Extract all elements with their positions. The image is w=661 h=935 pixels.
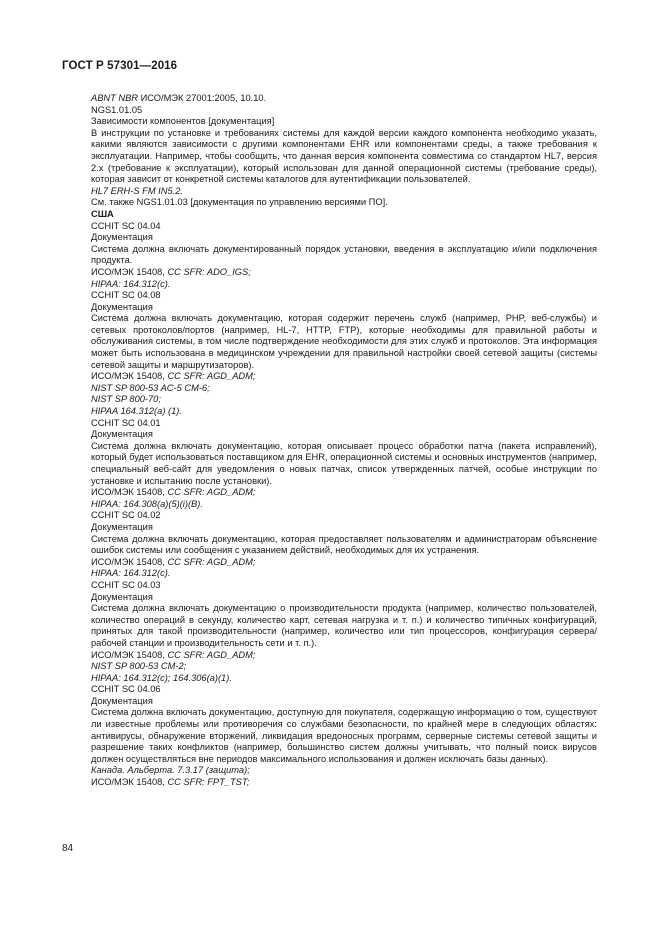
text-line xyxy=(91,279,597,291)
text-line xyxy=(91,777,597,789)
text-line xyxy=(91,418,597,430)
text-segment: CCHIT SC 04.01 xyxy=(91,417,161,428)
text-segment: CC SFR: AGD_ADM; xyxy=(167,556,256,567)
text-segment: CC SFR: ADO_IGS; xyxy=(167,266,251,277)
text-line xyxy=(91,568,597,580)
text-segment: Документация xyxy=(91,429,153,440)
text-line xyxy=(91,661,597,673)
text-segment: NGS1.01.05 xyxy=(91,104,143,115)
text-segment: ИСО/МЭК 15408, xyxy=(91,371,168,382)
text-segment: NIST SP 800-53 CM-2; xyxy=(91,661,187,672)
text-line xyxy=(91,209,597,221)
page-number: 84 xyxy=(62,843,74,854)
text-line xyxy=(91,765,597,777)
text-segment: CCHIT SC 04.03 xyxy=(91,579,161,590)
paragraph: Система должна включать документацию, которая содержит перечень служб (например, PHP, веб-службы) и сетевых протоколов/портов (например, HL-7, HTTP, FTP), которые необходимы для правильной работы и обслуживания системы, в том числе подтверждение необходимости для этих служб и протоколов. Эта информация может быть использована в медицинском учреждении для правильной настройки своей сетевой защиты (системы сетевой защиты и маршрутизаторов). xyxy=(91,313,598,370)
text-line xyxy=(91,394,597,406)
text-line xyxy=(91,696,597,708)
text-segment: США xyxy=(91,208,114,219)
text-segment: ABNT NBR xyxy=(91,93,139,103)
text-segment: Документация xyxy=(91,301,153,312)
text-segment: CC SFR: FPT_TST; xyxy=(167,777,250,788)
text-segment: Зависимости компонентов [документация] xyxy=(91,116,275,127)
text-segment: ИСО/МЭК 15408, xyxy=(91,777,168,788)
paragraph: Система должна включать документацию о производительности продукта (например, количество пользователей, количество операций в секунду, количество карт, сетевая нагрузка и т. п.) и количество типичных конфигураций, принятых для такой производительности (например, количество или тип процессоров, конфигурация сервера/рабочей станции и производительность сети и т. п.). xyxy=(91,603,597,648)
text-line xyxy=(91,232,597,244)
document-header-title: ГОСТ Р 57301—2016 xyxy=(62,60,178,72)
text-segment: CCHIT SC 04.08 xyxy=(91,290,161,301)
text-segment: HIPAA: 164.312(c). xyxy=(91,278,171,289)
text-line xyxy=(91,302,597,314)
text-line xyxy=(91,580,597,592)
text-segment: CC SFR: AGD_ADM; xyxy=(167,371,256,382)
text-line xyxy=(91,186,597,198)
text-line xyxy=(91,429,597,441)
text-segment: HIPAA: 164.312(c); 164.306(a)(1). xyxy=(91,672,232,683)
text-segment: Канада. Альберта. 7.3.17 (защита); xyxy=(91,765,250,776)
paragraph: Система должна включать документацию, которая предоставляет пользователям и администраторам объяснение ошибок системы или сообщения с указанием действий, необходимых для их устранения. xyxy=(91,533,597,556)
text-line xyxy=(91,290,597,302)
text-line xyxy=(91,93,597,105)
text-segment: HL7 ERH-S FM IN5.2. xyxy=(91,185,183,196)
text-segment: HIPAA: 164.312(c). xyxy=(91,568,171,579)
text-line xyxy=(91,510,597,522)
text-line xyxy=(91,105,597,117)
text-line xyxy=(91,522,597,534)
text-line xyxy=(91,116,597,128)
text-segment: Документация xyxy=(91,521,153,532)
text-segment: HIPAA: 164.308(a)(5)(i)(B). xyxy=(91,498,203,509)
paragraph: Система должна включать документацию, которая описывает процесс обработки патча (пакета исправлений), который будет использоваться поставщиком для EHR, операционной системы и основных инструментов (например, специальный веб-сайт для уведомления о новых патчах, список утвержденных патчей, особые инструкции по установке и испытанию после установки). xyxy=(91,440,597,486)
text-line xyxy=(91,221,597,233)
text-segment: Документация xyxy=(91,695,153,706)
text-segment: ИСО/МЭК 27001:2005, 10.10. xyxy=(138,93,267,103)
paragraph: В инструкции по установке и требованиях системы для каждой версии каждого компонента необходимо указать, какими являются зависимости с другими компонентами EHR или компонентами среды, а также требования к эксплуатации. Например, чтобы сообщить, что данная версия компонента совместима со стандартом HL7, версия 2.x (требование к эксплуатации), который использован для данной операционной системы (требование среды), которая зависит от конкретной системы каталогов для аутентификации пользователей. xyxy=(91,127,597,185)
text-segment: CCHIT SC 04.06 xyxy=(91,684,161,695)
text-segment: NIST SP 800-53 AC-5 CM-6; xyxy=(91,382,210,393)
text-segment: NIST SP 800-70; xyxy=(91,394,161,405)
text-line xyxy=(91,499,597,511)
text-segment: CCHIT SC 04.02 xyxy=(91,510,161,521)
text-segment: ИСО/МЭК 15408, xyxy=(91,266,168,277)
text-line xyxy=(91,197,597,209)
paragraph: Система должна включать документацию, доступную для покупателя, содержащую информацию о том, существуют ли известные проблемы или противоречия со службами безопасности, по крайней мере в следующих областях: антивирусы, обнаружение вторжений, ликвидация вредоносных программ, серверные системы сетевой защиты и разрешение таких конфликтов (например, большинство систем должны учитывать, что полный поиск вирусов должен осуществляться вне периодов максимального использования и должен исключать базы данных). xyxy=(91,707,597,764)
text-line xyxy=(91,267,597,279)
paragraph: Система должна включать документированный порядок установки, введения в эксплуатацию и/или подключения продукта. xyxy=(91,243,597,266)
text-line xyxy=(91,383,597,395)
text-segment: Документация xyxy=(91,591,153,602)
text-segment: Документация xyxy=(91,232,153,243)
text-line xyxy=(91,371,597,383)
text-line xyxy=(91,592,597,604)
text-line xyxy=(91,650,597,662)
text-line xyxy=(91,557,597,569)
text-segment: ИСО/МЭК 15408, xyxy=(91,556,168,567)
text-segment: ИСО/МЭК 15408, xyxy=(91,649,168,660)
text-line xyxy=(91,684,597,696)
text-segment: ИСО/МЭК 15408, xyxy=(91,487,168,498)
text-segment: CC SFR: AGD_ADM; xyxy=(167,487,256,498)
text-segment: CCHIT SC 04.04 xyxy=(91,220,161,231)
text-segment: См. также NGS1.01.03 [документация по управлению версиями ПО]. xyxy=(91,197,388,208)
text-line xyxy=(91,487,597,499)
text-line xyxy=(91,673,597,685)
text-segment: CC SFR: AGD_ADM; xyxy=(167,649,256,660)
document-body xyxy=(91,93,597,789)
text-segment: HIPAA 164.312(a) (1). xyxy=(91,406,182,417)
text-line xyxy=(91,406,597,418)
